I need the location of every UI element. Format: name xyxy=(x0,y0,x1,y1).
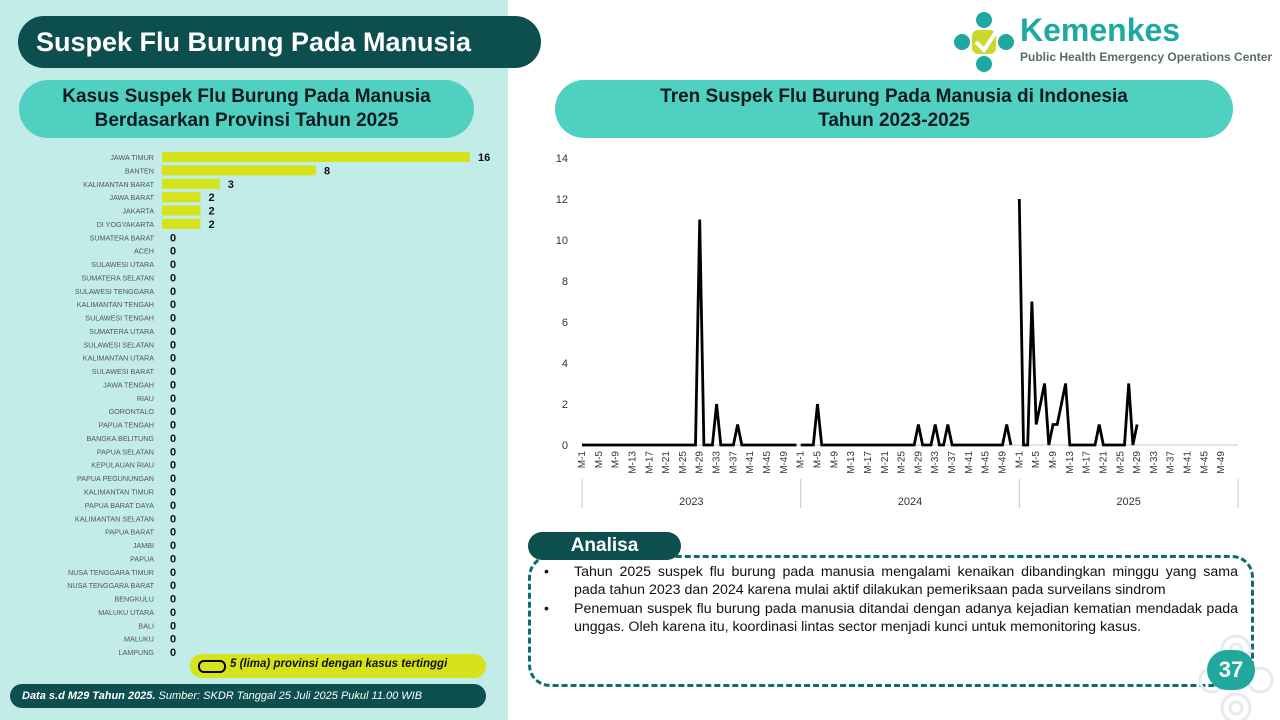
bar-value-label: 3 xyxy=(227,178,234,191)
bar-value-label: 0 xyxy=(170,245,177,258)
year-label: 2023 xyxy=(679,496,704,508)
year-label: 2024 xyxy=(897,496,923,508)
bar-value-label: 0 xyxy=(170,299,177,312)
province-label: PAPUA SELATAN xyxy=(96,447,154,457)
bullet-icon: • xyxy=(544,564,549,580)
province-bar xyxy=(162,179,220,189)
x-tick-label: M-21 xyxy=(879,451,891,474)
analisa-item xyxy=(542,601,1238,636)
bar-value-label: 0 xyxy=(170,459,177,472)
x-tick-label: M-9 xyxy=(1047,451,1059,469)
bar-value-label: 0 xyxy=(170,339,177,352)
province-label: SUMATERA UTARA xyxy=(89,326,154,336)
x-tick-label: M-21 xyxy=(1098,451,1110,474)
province-label: KALIMANTAN TENGAH xyxy=(76,300,154,310)
bar-value-label: 2 xyxy=(208,205,215,218)
x-tick-label: M-21 xyxy=(661,451,673,474)
bar-value-label: 0 xyxy=(170,272,177,285)
analisa-item-text: Tahun 2025 suspek flu burung pada manusia mengalami kenaikan dibandingkan minggu yang sama pada tahun 2023 dan 2024 karena mulai aktif dilakukan pemeriksaan pada surveilans sindrom xyxy=(574,564,1238,598)
x-tick-label: M-25 xyxy=(677,451,689,474)
x-tick-label: M-49 xyxy=(997,451,1009,474)
bar-value-label: 2 xyxy=(208,218,215,231)
province-label: KALIMANTAN UTARA xyxy=(82,353,154,363)
x-tick-label: M-9 xyxy=(829,451,841,469)
x-tick-label: M-33 xyxy=(711,451,723,474)
bar-value-label: 0 xyxy=(170,553,177,566)
bar-value-label: 8 xyxy=(324,165,331,178)
kemenkes-logo-icon xyxy=(952,10,1016,74)
bar-value-label: 0 xyxy=(170,259,177,272)
province-bar xyxy=(162,206,201,216)
bar-chart-title xyxy=(19,80,474,138)
bar-value-label: 0 xyxy=(170,606,177,619)
province-label: SULAWESI SELATAN xyxy=(83,340,154,350)
trend-line-chart xyxy=(530,145,1260,515)
source-bold: Data s.d M29 Tahun 2025. xyxy=(22,690,156,702)
province-label: SUMATERA SELATAN xyxy=(81,273,154,283)
province-label: SULAWESI BARAT xyxy=(91,367,154,377)
province-label: KALIMANTAN BARAT xyxy=(83,179,154,189)
bar-value-label: 0 xyxy=(170,526,177,539)
province-label: PAPUA BARAT DAYA xyxy=(84,500,154,510)
x-tick-label: M-29 xyxy=(1132,451,1144,474)
province-label: BENGKULU xyxy=(114,594,154,604)
bar-value-label: 0 xyxy=(170,540,177,553)
bar-value-label: 0 xyxy=(170,392,177,405)
bar-value-label: 0 xyxy=(170,647,177,660)
analisa-title: Analisa xyxy=(528,532,681,560)
x-tick-label: M-49 xyxy=(1216,451,1228,474)
bar-chart-title-line2: Berdasarkan Provinsi Tahun 2025 xyxy=(94,110,399,131)
y-tick-label: 4 xyxy=(561,358,568,370)
line-chart-title xyxy=(555,80,1233,138)
y-tick-label: 8 xyxy=(561,276,568,288)
x-tick-label: M-5 xyxy=(812,451,824,469)
bar-value-label: 0 xyxy=(170,432,177,445)
line-chart-title-line2: Tahun 2023-2025 xyxy=(818,110,970,131)
x-tick-label: M-9 xyxy=(610,451,622,469)
province-label: BANTEN xyxy=(124,166,154,176)
x-tick-label: M-29 xyxy=(913,451,925,474)
bar-value-label: 0 xyxy=(170,513,177,526)
page-title: Suspek Flu Burung Pada Manusia xyxy=(18,16,541,68)
x-tick-label: M-45 xyxy=(762,451,774,474)
bar-value-label: 0 xyxy=(170,366,177,379)
x-tick-label: M-41 xyxy=(745,451,757,474)
bar-value-label: 2 xyxy=(208,192,215,205)
bar-value-label: 0 xyxy=(170,580,177,593)
x-tick-label: M-25 xyxy=(1115,451,1127,474)
bar-value-label: 0 xyxy=(170,419,177,432)
x-tick-label: M-49 xyxy=(778,451,790,474)
x-tick-label: M-37 xyxy=(1165,451,1177,474)
x-tick-label: M-45 xyxy=(980,451,992,474)
x-tick-label: M-37 xyxy=(947,451,959,474)
source-text: Sumber: SKDR Tanggal 25 Juli 2025 Pukul 11.00 WIB xyxy=(155,690,423,702)
x-tick-label: M-25 xyxy=(896,451,908,474)
bar-value-label: 0 xyxy=(170,620,177,633)
bar-value-label: 0 xyxy=(170,352,177,365)
x-tick-label: M-33 xyxy=(930,451,942,474)
province-bar xyxy=(162,219,201,229)
year-label: 2025 xyxy=(1116,496,1141,508)
x-tick-label: M-13 xyxy=(1064,451,1076,474)
province-label: SULAWESI TENGAH xyxy=(85,313,154,323)
province-bar xyxy=(162,152,470,162)
province-label: DI YOGYAKARTA xyxy=(96,219,154,229)
province-label: MALUKU xyxy=(124,634,154,644)
province-label: GORONTALO xyxy=(108,407,154,417)
bar-value-label: 0 xyxy=(170,499,177,512)
y-tick-label: 10 xyxy=(555,235,568,247)
bar-value-label: 0 xyxy=(170,446,177,459)
province-label: SULAWESI UTARA xyxy=(91,260,154,270)
x-tick-label: M-13 xyxy=(627,451,639,474)
line-chart-title-line1: Tren Suspek Flu Burung Pada Manusia di Indonesia xyxy=(660,86,1128,107)
province-label: RIAU xyxy=(136,393,154,403)
x-tick-label: M-1 xyxy=(795,451,807,469)
x-tick-label: M-17 xyxy=(644,451,656,474)
province-label: ACEH xyxy=(134,246,154,256)
x-tick-label: M-1 xyxy=(1014,451,1026,469)
x-tick-label: M-17 xyxy=(862,451,874,474)
bar-value-label: 0 xyxy=(170,325,177,338)
legend xyxy=(190,654,486,678)
province-label: PAPUA TENGAH xyxy=(98,420,154,430)
province-label: NUSA TENGGARA BARAT xyxy=(67,581,154,591)
legend-text: 5 (lima) provinsi dengan kasus tertinggi xyxy=(230,658,448,670)
bar-value-label: 0 xyxy=(170,486,177,499)
x-tick-label: M-1 xyxy=(577,451,588,469)
bar-value-label: 0 xyxy=(170,633,177,646)
bar-value-label: 0 xyxy=(170,473,177,486)
data-source-note xyxy=(10,684,486,708)
logo-subtitle: Public Health Emergency Operations Center xyxy=(1020,50,1273,64)
bar-value-label: 16 xyxy=(478,152,491,164)
legend-swatch xyxy=(198,660,226,673)
bar-value-label: 0 xyxy=(170,406,177,419)
y-tick-label: 12 xyxy=(555,194,568,206)
province-label: BALI xyxy=(138,621,154,631)
bar-value-label: 0 xyxy=(170,232,177,245)
bullet-icon: • xyxy=(544,601,549,618)
province-label: KALIMANTAN TIMUR xyxy=(83,487,154,497)
page-number: 37 xyxy=(1207,650,1255,690)
x-tick-label: M-41 xyxy=(963,451,975,474)
province-label: KALIMANTAN SELATAN xyxy=(74,514,154,524)
y-tick-label: 0 xyxy=(561,440,568,452)
province-label: SUMATERA BARAT xyxy=(89,233,154,243)
analisa-item xyxy=(542,564,1238,599)
province-label: BANGKA BELITUNG xyxy=(86,433,154,443)
province-label: PAPUA BARAT xyxy=(105,527,154,537)
province-label: JAWA TENGAH xyxy=(103,380,154,390)
x-tick-label: M-33 xyxy=(1148,451,1160,474)
province-label: KEPULAUAN RIAU xyxy=(91,460,154,470)
province-label: JAMBI xyxy=(132,541,154,551)
province-label: JAKARTA xyxy=(122,206,154,216)
y-tick-label: 14 xyxy=(555,153,568,165)
bar-chart-title-line1: Kasus Suspek Flu Burung Pada Manusia xyxy=(62,86,431,107)
province-label: PAPUA xyxy=(130,554,154,564)
x-tick-label: M-29 xyxy=(694,451,706,474)
x-tick-label: M-5 xyxy=(1031,451,1043,469)
bar-value-label: 0 xyxy=(170,379,177,392)
trend-line-2024 xyxy=(801,404,1011,445)
bar-value-label: 0 xyxy=(170,285,177,298)
y-tick-label: 2 xyxy=(561,399,568,411)
x-tick-label: M-17 xyxy=(1081,451,1093,474)
province-label: SULAWESI TENGGARA xyxy=(74,286,154,296)
bar-value-label: 0 xyxy=(170,566,177,579)
x-tick-label: M-41 xyxy=(1182,451,1194,474)
x-tick-label: M-37 xyxy=(728,451,740,474)
province-label: JAWA BARAT xyxy=(109,193,154,203)
province-label: LAMPUNG xyxy=(118,648,154,658)
bar-value-label: 0 xyxy=(170,312,177,325)
province-label: PAPUA PEGUNUNGAN xyxy=(77,474,154,484)
province-bar-chart xyxy=(0,150,508,665)
y-tick-label: 6 xyxy=(561,317,568,329)
x-tick-label: M-5 xyxy=(593,451,605,469)
province-bar xyxy=(162,192,201,202)
kemenkes-logo xyxy=(952,10,1272,76)
x-tick-label: M-13 xyxy=(846,451,858,474)
trend-line-2025 xyxy=(1019,199,1137,445)
province-bar xyxy=(162,165,316,175)
analisa-list xyxy=(542,564,1238,638)
analisa-item-text: Penemuan suspek flu burung pada manusia ditandai dengan adanya kejadian kematian mendadak pada unggas. Oleh karena itu, koordinasi lintas sector menjadi kunci untuk memonitoring kasus. xyxy=(574,601,1238,635)
province-label: NUSA TENGGARA TIMUR xyxy=(68,567,154,577)
province-label: MALUKU UTARA xyxy=(98,607,154,617)
trend-line-2023 xyxy=(582,220,797,446)
bar-value-label: 0 xyxy=(170,593,177,606)
x-tick-label: M-45 xyxy=(1199,451,1211,474)
logo-name: Kemenkes xyxy=(1020,12,1181,48)
province-label: JAWA TIMUR xyxy=(110,153,154,162)
